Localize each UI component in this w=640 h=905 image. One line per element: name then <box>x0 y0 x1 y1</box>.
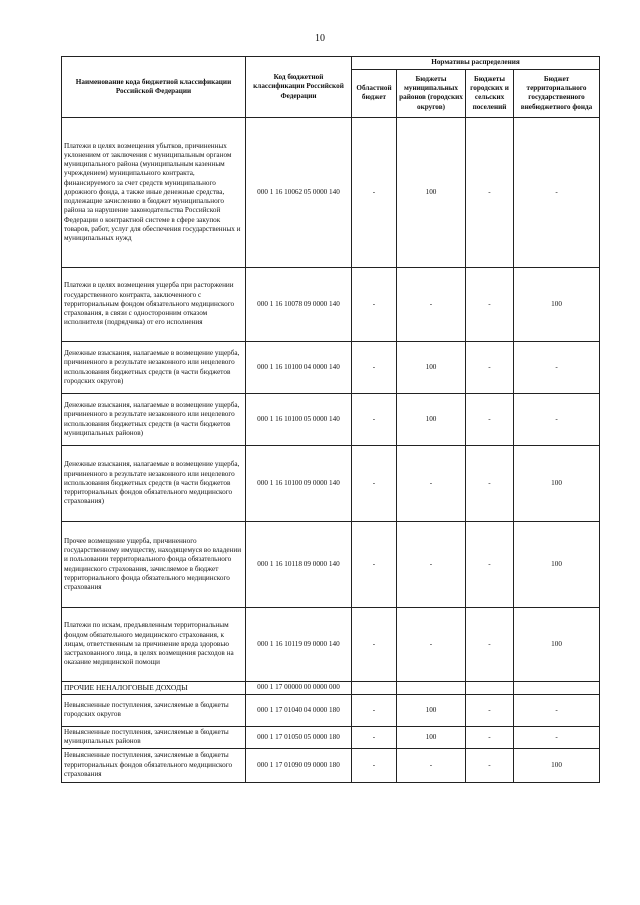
row-regional: - <box>352 608 397 682</box>
row-name: ПРОЧИЕ НЕНАЛОГОВЫЕ ДОХОДЫ <box>62 682 246 695</box>
row-settlements: - <box>466 726 514 748</box>
row-settlements: - <box>466 268 514 342</box>
row-settlements: - <box>466 748 514 782</box>
row-settlements: - <box>466 118 514 268</box>
row-settlements: - <box>466 694 514 726</box>
row-tfoms: 100 <box>514 608 600 682</box>
row-code: 000 1 17 01090 09 0000 180 <box>246 748 352 782</box>
header-code: Код бюджетной классификации Российской Федерации <box>246 57 352 118</box>
row-regional: - <box>352 748 397 782</box>
row-municipal: 100 <box>397 726 466 748</box>
row-tfoms: - <box>514 726 600 748</box>
header-norms-group: Нормативы распределения <box>352 57 600 70</box>
row-settlements: - <box>466 394 514 446</box>
row-municipal: 100 <box>397 342 466 394</box>
row-regional: - <box>352 522 397 608</box>
row-code: 000 1 17 01050 05 0000 180 <box>246 726 352 748</box>
table-row <box>62 268 600 342</box>
table-row <box>62 682 600 695</box>
header-settlements: Бюджеты городских и сельских поселений <box>466 69 514 117</box>
row-name: Невыясненные поступления, зачисляемые в бюджеты городских округов <box>62 694 246 726</box>
row-municipal: - <box>397 748 466 782</box>
row-name: Денежные взыскания, налагаемые в возмещение ущерба, причиненного в результате незаконного или нецелевого использования бюджетных средств (в части бюджетов территориальных фондов обязательного медицинского страхования) <box>62 446 246 522</box>
row-settlements: - <box>466 522 514 608</box>
row-tfoms: 100 <box>514 268 600 342</box>
row-municipal: - <box>397 446 466 522</box>
header-regional: Областной бюджет <box>352 69 397 117</box>
table-row <box>62 342 600 394</box>
row-municipal: 100 <box>397 118 466 268</box>
row-code: 000 1 16 10119 09 0000 140 <box>246 608 352 682</box>
row-code: 000 1 16 10118 09 0000 140 <box>246 522 352 608</box>
table-row <box>62 118 600 268</box>
row-settlements: - <box>466 608 514 682</box>
row-regional: - <box>352 726 397 748</box>
table-row <box>62 522 600 608</box>
row-code: 000 1 16 10062 05 0000 140 <box>246 118 352 268</box>
header-municipal: Бюджеты муниципальных районов (городских округов) <box>397 69 466 117</box>
row-regional: - <box>352 446 397 522</box>
row-name: Прочее возмещение ущерба, причиненного государственному имуществу, находящемуся во владении и пользовании территориального фонда обязательного медицинского страхования, зачисляемое в бюджет территориального фонда обязательного медицинского страхования <box>62 522 246 608</box>
row-code: 000 1 17 01040 04 0000 180 <box>246 694 352 726</box>
row-tfoms: - <box>514 394 600 446</box>
row-name: Невыясненные поступления, зачисляемые в бюджеты муниципальных районов <box>62 726 246 748</box>
row-code: 000 1 16 10100 04 0000 140 <box>246 342 352 394</box>
row-name: Платежи по искам, предъявленным территориальным фондом обязательного медицинского страхования, к лицам, ответственным за причинение вреда здоровью застрахованного лица, в целях возмещения расходов на оказание медицинской помощи <box>62 608 246 682</box>
row-municipal <box>397 682 466 695</box>
table-row <box>62 446 600 522</box>
header-tfoms: Бюджет территориального государственного внебюджетного фонда <box>514 69 600 117</box>
table-row <box>62 608 600 682</box>
row-municipal: - <box>397 268 466 342</box>
row-code: 000 1 16 10078 09 0000 140 <box>246 268 352 342</box>
row-municipal: - <box>397 522 466 608</box>
row-code: 000 1 17 00000 00 0000 000 <box>246 682 352 695</box>
table-row <box>62 748 600 782</box>
row-municipal: 100 <box>397 394 466 446</box>
row-regional: - <box>352 694 397 726</box>
row-settlements: - <box>466 342 514 394</box>
row-municipal: - <box>397 608 466 682</box>
row-tfoms: 100 <box>514 446 600 522</box>
row-tfoms: - <box>514 342 600 394</box>
row-tfoms <box>514 682 600 695</box>
header-name: Наименование кода бюджетной классификации Российской Федерации <box>62 57 246 118</box>
table-row <box>62 726 600 748</box>
budget-distribution-table <box>61 56 600 783</box>
row-regional: - <box>352 118 397 268</box>
row-name: Денежные взыскания, налагаемые в возмещение ущерба, причиненного в результате незаконного или нецелевого использования бюджетных средств (в части бюджетов городских округов) <box>62 342 246 394</box>
row-tfoms: - <box>514 694 600 726</box>
table-row <box>62 694 600 726</box>
row-tfoms: 100 <box>514 748 600 782</box>
row-code: 000 1 16 10100 05 0000 140 <box>246 394 352 446</box>
row-name: Невыясненные поступления, зачисляемые в бюджеты территориальных фондов обязательного медицинского страхования <box>62 748 246 782</box>
table-row <box>62 394 600 446</box>
row-tfoms: - <box>514 118 600 268</box>
row-settlements <box>466 682 514 695</box>
row-name: Денежные взыскания, налагаемые в возмещение ущерба, причиненного в результате незаконного или нецелевого использования бюджетных средств (в части бюджетов муниципальных районов) <box>62 394 246 446</box>
row-name: Платежи в целях возмещения ущерба при расторжении государственного контракта, заключенного с территориальным фондом обязательного медицинского страхования, в связи с односторонним отказом исполнителя (подрядчика) от его исполнения <box>62 268 246 342</box>
row-settlements: - <box>466 446 514 522</box>
row-regional: - <box>352 268 397 342</box>
row-code: 000 1 16 10100 09 0000 140 <box>246 446 352 522</box>
row-regional: - <box>352 394 397 446</box>
row-name: Платежи в целях возмещения убытков, причиненных уклонением от заключения с муниципальным органом муниципального района (муниципальным казенным учреждением) муниципального контракта, финансируемого за счет средств муниципального дорожного фонда, а также иные денежные средства, подлежащие зачислению в бюджет муниципального района за нарушение законодательства Российской Федерации о контрактной системе в сфере закупок товаров, работ, услуг для обеспечения государственных и муниципальных нужд <box>62 118 246 268</box>
page-number: 10 <box>315 33 325 44</box>
row-regional <box>352 682 397 695</box>
row-municipal: 100 <box>397 694 466 726</box>
row-regional: - <box>352 342 397 394</box>
row-tfoms: 100 <box>514 522 600 608</box>
